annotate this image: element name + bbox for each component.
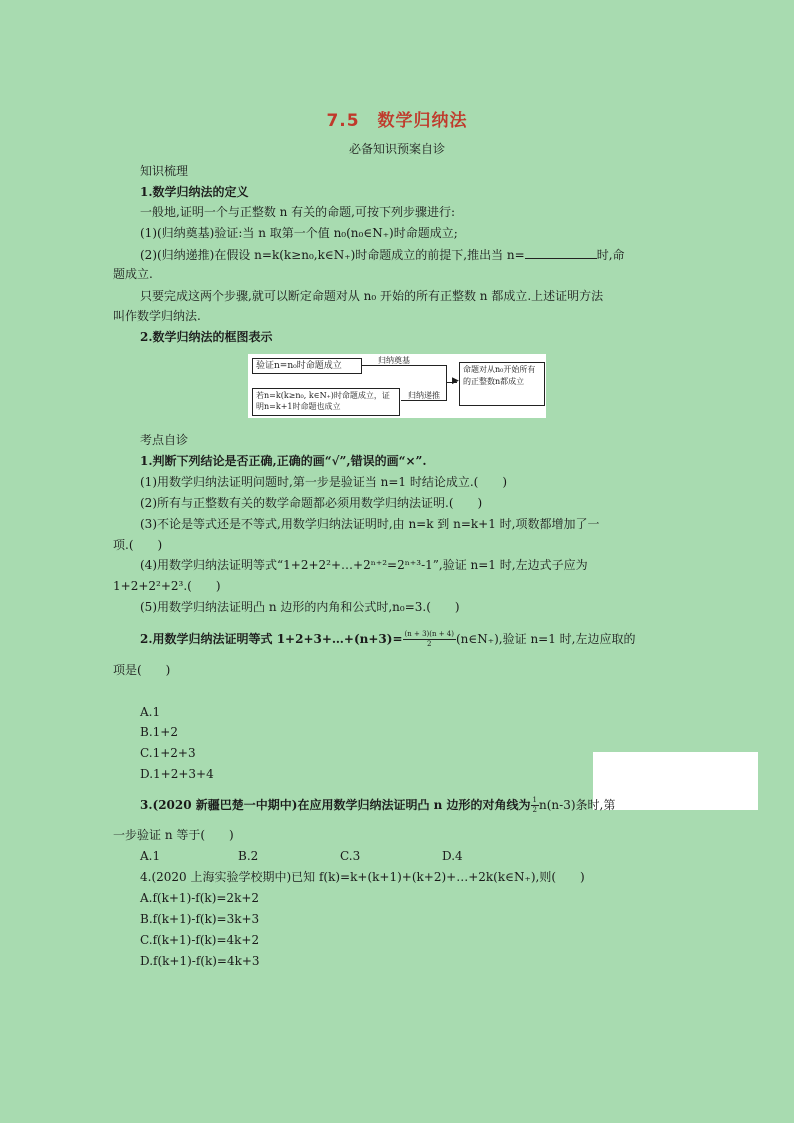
question-3-option-b[interactable]: B.2 (238, 849, 259, 863)
flowchart-line-join (446, 365, 447, 401)
question-1: 1.判断下列结论是否正确,正确的画“√”,错误的画“×”. (140, 454, 427, 468)
question-3-text-b: n(n-3)条时,第 (539, 798, 616, 812)
question-2-option-d[interactable]: D.1+2+3+4 (140, 767, 214, 781)
question-3-fraction (531, 796, 539, 815)
question-4: 4.(2020 上海实验学校期中)已知 f(k)=k+(k+1)+(k+2)+…+2k(k∈N₊),则( ) (140, 870, 585, 884)
question-3-option-c[interactable]: C.3 (340, 849, 361, 863)
question-1-item-3: (3)不论是等式还是不等式,用数学归纳法证明时,由 n=k 到 n=k+1 时,项数都增加了一 (140, 517, 600, 531)
image-patch (593, 752, 758, 810)
question-2-option-b[interactable]: B.1+2 (140, 725, 178, 739)
flowchart-box-step: 若n=k(k≥n₀, k∈N₊)时命题成立，证明n=k+1时命题也成立 (252, 388, 400, 416)
question-3-continued: 一步验证 n 等于( ) (113, 828, 234, 842)
fraction-denominator: 2 (532, 806, 538, 814)
paragraph-2: (1)(归纳奠基)验证:当 n 取第一个值 n₀(n₀∈N₊)时命题成立; (140, 226, 458, 240)
question-4-option-c[interactable]: C.f(k+1)-f(k)=4k+2 (140, 933, 260, 947)
question-1-item-2: (2)所有与正整数有关的数学命题都必须用数学归纳法证明.( ) (140, 496, 483, 510)
fraction-numerator: (n + 3)(n + 4) (404, 630, 454, 638)
item2-title: 2.数学归纳法的框图表示 (140, 330, 273, 344)
arrow-right-icon: ▶ (452, 376, 459, 386)
question-1-item-5: (5)用数学归纳法证明凸 n 边形的内角和公式时,n₀=3.( ) (140, 600, 460, 614)
question-3-option-a[interactable]: A.1 (140, 849, 161, 863)
section-heading-selftest: 考点自诊 (140, 433, 189, 447)
flowchart (248, 354, 546, 418)
question-2-text-b: (n∈N₊),验证 n=1 时,左边应取的 (456, 632, 636, 646)
paragraph-3 (140, 246, 625, 263)
question-3-option-d[interactable]: D.4 (442, 849, 463, 863)
paragraph-4: 只要完成这两个步骤,就可以断定命题对从 n₀ 开始的所有正整数 n 都成立.上述证明方法 (140, 289, 604, 303)
page-title: 7.5 数学归纳法 (326, 111, 468, 131)
page-subtitle: 必备知识预案自诊 (348, 142, 445, 156)
answer-blank[interactable] (525, 246, 597, 259)
question-3 (140, 796, 615, 815)
question-4-option-d[interactable]: D.f(k+1)-f(k)=4k+3 (140, 954, 260, 968)
flowchart-line-top (361, 365, 446, 366)
question-2-fraction (403, 630, 456, 649)
question-1-item-4-continued: 1+2+2²+2³.( ) (113, 579, 221, 593)
question-2 (140, 630, 636, 649)
question-2-text-a: 2.用数学归纳法证明等式 1+2+3+…+(n+3)= (140, 632, 403, 646)
question-4-option-b[interactable]: B.f(k+1)-f(k)=3k+3 (140, 912, 260, 926)
section-heading-knowledge: 知识梳理 (140, 164, 189, 178)
flowchart-line-bottom (401, 400, 446, 401)
question-2-option-c[interactable]: C.1+2+3 (140, 746, 196, 760)
question-1-item-4: (4)用数学归纳法证明等式“1+2+2²+…+2ⁿ⁺²=2ⁿ⁺³-1”,验证 n=1 时,左边式子应为 (140, 558, 588, 572)
paragraph-3-continued: 题成立. (113, 267, 153, 281)
fraction-denominator: 2 (427, 640, 432, 648)
paragraph-3-text-a: (2)(归纳递推)在假设 n=k(k≥n₀,k∈N₊)时命题成立的前提下,推出当 n= (140, 248, 525, 262)
paragraph-3-text-b: 时,命 (596, 248, 625, 262)
fraction-numerator: 1 (532, 796, 538, 804)
flowchart-box-conclusion: 命题对从n₀开始所有的正整数n都成立 (459, 362, 545, 406)
flowchart-label-base: 归纳奠基 (378, 356, 410, 365)
flowchart-label-step: 归纳递推 (408, 391, 440, 400)
question-1-item-3-continued: 项.( ) (113, 538, 163, 552)
flowchart-box-base: 验证n=n₀时命题成立 (252, 358, 362, 374)
paragraph-4-continued: 叫作数学归纳法. (113, 309, 201, 323)
question-2-continued: 项是( ) (113, 663, 171, 677)
question-3-text-a: 3.(2020 新疆巴楚一中期中)在应用数学归纳法证明凸 n 边形的对角线为 (140, 798, 531, 812)
question-4-option-a[interactable]: A.f(k+1)-f(k)=2k+2 (140, 891, 260, 905)
item1-title: 1.数学归纳法的定义 (140, 185, 249, 199)
question-2-option-a[interactable]: A.1 (140, 705, 161, 719)
paragraph-1: 一般地,证明一个与正整数 n 有关的命题,可按下列步骤进行: (140, 205, 456, 219)
question-1-item-1: (1)用数学归纳法证明问题时,第一步是验证当 n=1 时结论成立.( ) (140, 475, 508, 489)
